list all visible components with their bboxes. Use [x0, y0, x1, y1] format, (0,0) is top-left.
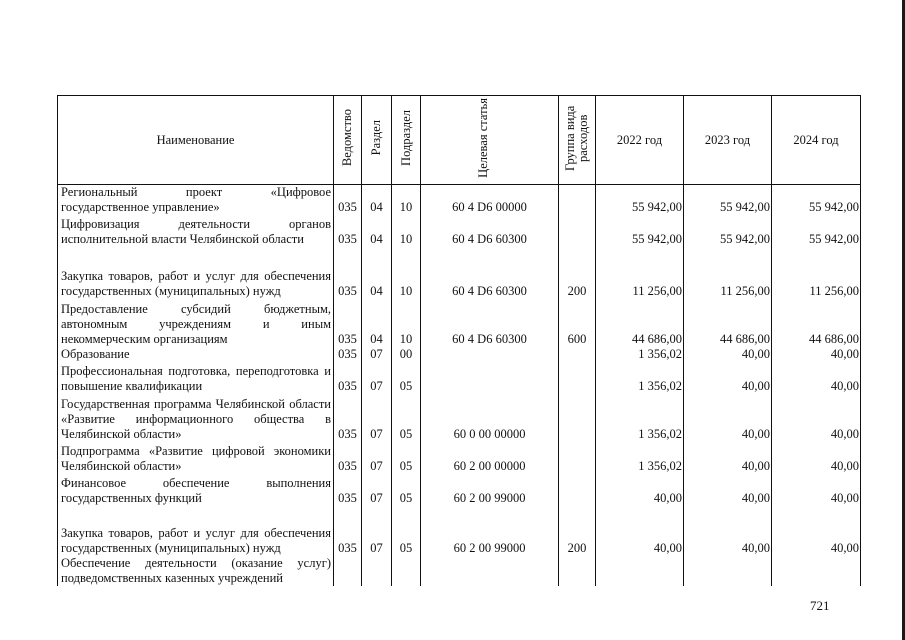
row-celevaya: 60 4 D6 00000	[421, 185, 559, 216]
row-razdel: 04	[362, 299, 392, 347]
table-row	[58, 185, 861, 216]
row-2024: 40,00	[772, 506, 861, 556]
row-gruppa	[559, 185, 596, 216]
header-2023: 2023 год	[684, 96, 772, 185]
row-2022: 44 686,00	[596, 299, 684, 347]
row-2023: 55 942,00	[684, 185, 772, 216]
header-vedomstvo: Ведомство	[340, 109, 354, 167]
table-body	[58, 185, 861, 587]
row-2024: 40,00	[772, 362, 861, 394]
row-podrazdel: 05	[392, 394, 421, 442]
row-2023: 40,00	[684, 442, 772, 474]
table-row	[58, 556, 861, 586]
row-2022: 11 256,00	[596, 247, 684, 299]
budget-table	[57, 95, 861, 586]
row-celevaya	[421, 362, 559, 394]
row-2023: 40,00	[684, 347, 772, 362]
row-2024	[772, 556, 861, 586]
header-2022: 2022 год	[596, 96, 684, 185]
row-name: Подпрограмма «Развитие цифровой экономики Челябинской области»	[58, 442, 334, 474]
row-vedomstvo: 035	[334, 185, 362, 216]
row-celevaya: 60 0 00 00000	[421, 394, 559, 442]
row-gruppa	[559, 394, 596, 442]
row-razdel: 07	[362, 442, 392, 474]
header-2024: 2024 год	[772, 96, 861, 185]
row-gruppa	[559, 215, 596, 247]
row-name: Цифровизация деятельности органов исполнительной власти Челябинской области	[58, 215, 334, 247]
row-celevaya: 60 4 D6 60300	[421, 247, 559, 299]
row-2022: 40,00	[596, 506, 684, 556]
row-razdel: 07	[362, 506, 392, 556]
row-name: Закупка товаров, работ и услуг для обеспечения государственных (муниципальных) нужд	[58, 247, 334, 299]
row-name: Профессиональная подготовка, переподготовка и повышение квалификации	[58, 362, 334, 394]
row-gruppa: 600	[559, 299, 596, 347]
row-celevaya: 60 2 00 99000	[421, 506, 559, 556]
table-row	[58, 299, 861, 347]
row-2022: 1 356,02	[596, 347, 684, 362]
row-razdel: 07	[362, 362, 392, 394]
header-razdel: Раздел	[369, 120, 383, 156]
row-2024: 44 686,00	[772, 299, 861, 347]
row-name: Финансовое обеспечение выполнения государственных функций	[58, 474, 334, 506]
row-2024: 40,00	[772, 474, 861, 506]
row-podrazdel: 05	[392, 362, 421, 394]
row-vedomstvo	[334, 556, 362, 586]
row-2023: 40,00	[684, 362, 772, 394]
row-razdel: 07	[362, 394, 392, 442]
row-name: Закупка товаров, работ и услуг для обеспечения государственных (муниципальных) нужд	[58, 506, 334, 556]
row-gruppa	[559, 474, 596, 506]
row-2023: 55 942,00	[684, 215, 772, 247]
row-gruppa	[559, 442, 596, 474]
header-name: Наименование	[58, 96, 334, 185]
row-2024: 40,00	[772, 347, 861, 362]
page-number: 721	[810, 598, 830, 613]
row-gruppa	[559, 556, 596, 586]
row-name: Предоставление субсидий бюджетным, автономным учреждениям и иным некоммерческим организациям	[58, 299, 334, 347]
row-2022	[596, 556, 684, 586]
row-celevaya: 60 4 D6 60300	[421, 215, 559, 247]
table-row	[58, 506, 861, 556]
row-podrazdel	[392, 556, 421, 586]
row-vedomstvo: 035	[334, 215, 362, 247]
row-2024: 11 256,00	[772, 247, 861, 299]
row-2023: 44 686,00	[684, 299, 772, 347]
header-gruppa: Группа вида расходов	[563, 105, 590, 171]
header-row	[58, 96, 861, 185]
row-celevaya: 60 4 D6 60300	[421, 299, 559, 347]
row-2023	[684, 556, 772, 586]
table-row	[58, 347, 861, 362]
row-razdel: 07	[362, 347, 392, 362]
row-vedomstvo: 035	[334, 474, 362, 506]
row-name: Государственная программа Челябинской области «Развитие информационного общества в Челябинской области»	[58, 394, 334, 442]
row-vedomstvo: 035	[334, 506, 362, 556]
row-podrazdel: 00	[392, 347, 421, 362]
row-gruppa: 200	[559, 506, 596, 556]
row-celevaya	[421, 347, 559, 362]
row-2023: 11 256,00	[684, 247, 772, 299]
row-razdel	[362, 556, 392, 586]
row-vedomstvo: 035	[334, 347, 362, 362]
row-2022: 55 942,00	[596, 215, 684, 247]
row-gruppa	[559, 347, 596, 362]
row-podrazdel: 05	[392, 442, 421, 474]
row-podrazdel: 10	[392, 215, 421, 247]
row-vedomstvo: 035	[334, 394, 362, 442]
row-2022: 55 942,00	[596, 185, 684, 216]
table-row	[58, 394, 861, 442]
row-2022: 1 356,02	[596, 442, 684, 474]
row-2024: 55 942,00	[772, 215, 861, 247]
row-gruppa: 200	[559, 247, 596, 299]
row-name: Обеспечение деятельности (оказание услуг) подведомственных казенных учреждений	[58, 556, 334, 586]
row-name: Региональный проект «Цифровое государственное управление»	[58, 185, 334, 216]
row-razdel: 07	[362, 474, 392, 506]
row-2023: 40,00	[684, 474, 772, 506]
row-celevaya	[421, 556, 559, 586]
row-vedomstvo: 035	[334, 299, 362, 347]
row-2023: 40,00	[684, 394, 772, 442]
row-podrazdel: 10	[392, 299, 421, 347]
row-razdel: 04	[362, 185, 392, 216]
row-vedomstvo: 035	[334, 362, 362, 394]
row-2022: 1 356,02	[596, 362, 684, 394]
header-celevaya: Целевая статья	[475, 98, 490, 178]
row-2023: 40,00	[684, 506, 772, 556]
row-celevaya: 60 2 00 00000	[421, 442, 559, 474]
table-row	[58, 442, 861, 474]
table-row	[58, 247, 861, 299]
row-2024: 40,00	[772, 442, 861, 474]
table-row	[58, 215, 861, 247]
row-name: Образование	[58, 347, 334, 362]
header-podrazdel: Подраздел	[398, 110, 413, 166]
table-row	[58, 362, 861, 394]
row-2024: 55 942,00	[772, 185, 861, 216]
row-vedomstvo: 035	[334, 442, 362, 474]
row-2024: 40,00	[772, 394, 861, 442]
row-podrazdel: 05	[392, 506, 421, 556]
row-gruppa	[559, 362, 596, 394]
row-podrazdel: 10	[392, 185, 421, 216]
row-2022: 40,00	[596, 474, 684, 506]
row-2022: 1 356,02	[596, 394, 684, 442]
row-vedomstvo: 035	[334, 247, 362, 299]
table-row	[58, 474, 861, 506]
row-celevaya: 60 2 00 99000	[421, 474, 559, 506]
row-razdel: 04	[362, 215, 392, 247]
row-podrazdel: 10	[392, 247, 421, 299]
row-razdel: 04	[362, 247, 392, 299]
row-podrazdel: 05	[392, 474, 421, 506]
